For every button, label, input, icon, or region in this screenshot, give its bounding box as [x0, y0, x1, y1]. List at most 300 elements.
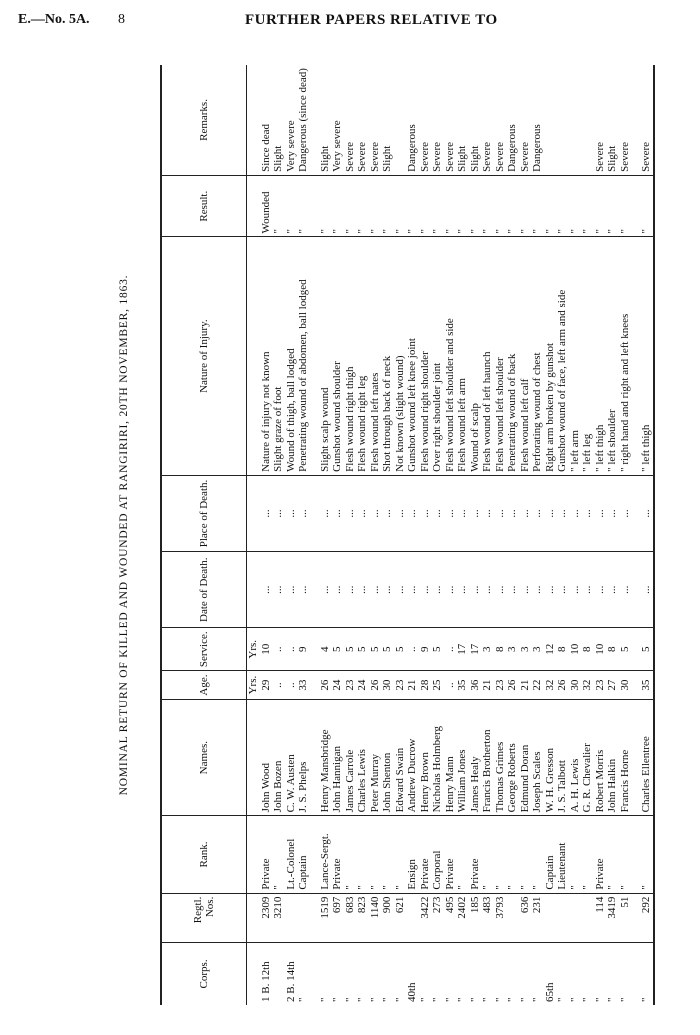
- age-cell: ..: [444, 671, 457, 700]
- col-corps: Corps.: [161, 942, 247, 1005]
- injury-cell: Flesh wound right thigh: [344, 237, 357, 475]
- date-of-death-cell: ...: [456, 552, 469, 628]
- injury-cell: Not known (slight wound): [394, 237, 407, 475]
- service-cell: 8: [556, 628, 569, 671]
- injury-cell: Nature of injury not known: [260, 237, 273, 475]
- remarks-cell: Severe: [419, 65, 432, 175]
- table-row: [406, 65, 419, 1005]
- remarks-cell: Since dead: [260, 65, 273, 175]
- table-title: NOMINAL RETURN OF KILLED AND WOUNDED AT RANGIRIRI, 20TH NOVEMBER, 1863.: [118, 274, 130, 796]
- table-body: [247, 65, 654, 1005]
- table-row: [606, 65, 619, 1005]
- col-nature-of-injury: Nature of Injury.: [161, 237, 247, 475]
- rank-cell: Private: [331, 816, 344, 893]
- age-cell: 32: [581, 671, 594, 700]
- name-cell: Robert Morris: [594, 700, 607, 816]
- corps-cell: ": [593, 997, 606, 1002]
- result-cell: ": [494, 175, 507, 237]
- table-row: [506, 65, 519, 1005]
- service-cell: 8: [581, 628, 594, 671]
- rank-cell: Lieutenant: [556, 816, 569, 893]
- injury-cell: Flesh wound of left haunch: [481, 237, 494, 475]
- table-row: [569, 65, 582, 1005]
- corps-cell: ": [331, 997, 343, 1002]
- place-of-death-cell: ...: [519, 475, 532, 551]
- regtl-no-cell: 2402: [456, 893, 469, 942]
- col-service: Service.: [161, 628, 247, 671]
- corps-cell: ": [568, 997, 581, 1002]
- remarks-cell: Slight: [456, 65, 469, 175]
- service-cell: 9: [419, 628, 432, 671]
- corps-cell: ": [581, 997, 593, 1002]
- date-of-death-cell: ...: [260, 552, 273, 628]
- age-cell: 29: [260, 671, 273, 700]
- remarks-cell: Slight: [606, 65, 619, 175]
- name-cell: Henry Mansbridge: [319, 700, 332, 816]
- place-of-death-cell: ...: [369, 475, 382, 551]
- rotated-table-block: [108, 65, 688, 1005]
- injury-cell: Penetrating wound of abdomen, ball lodged: [297, 237, 310, 475]
- rank-cell: Private: [419, 816, 432, 893]
- remarks-cell: Slight: [272, 65, 285, 175]
- rank-cell: ": [481, 816, 494, 893]
- age-cell: 23: [394, 671, 407, 700]
- units-row: [247, 65, 260, 1005]
- regtl-no-cell: [569, 893, 582, 942]
- regtl-no-cell: [506, 893, 519, 942]
- injury-cell: " right hand and right and left knees: [619, 237, 632, 475]
- regtl-no-cell: 483: [481, 893, 494, 942]
- name-cell: J. S. Phelps: [297, 700, 310, 816]
- name-cell: Charles Lewis: [356, 700, 369, 816]
- place-of-death-cell: ...: [444, 475, 457, 551]
- corps-cell: ": [493, 997, 506, 1002]
- remarks-cell: Slight: [319, 65, 332, 175]
- corps-cell: ": [297, 997, 309, 1002]
- regtl-no-cell: 621: [394, 893, 407, 942]
- injury-cell: Wound of scalp: [469, 237, 482, 475]
- name-cell: C. W. Austen: [285, 700, 298, 816]
- service-cell: 12: [544, 628, 557, 671]
- date-of-death-cell: ...: [594, 552, 607, 628]
- age-cell: 35: [456, 671, 469, 700]
- rank-cell: ": [381, 816, 394, 893]
- service-cell: 3: [506, 628, 519, 671]
- name-cell: John Bozen: [272, 700, 285, 816]
- result-cell: ": [356, 175, 369, 237]
- name-cell: Nicholas Holmberg: [431, 700, 444, 816]
- rank-cell: Lance-Sergt.: [319, 816, 332, 893]
- rank-cell: ": [456, 816, 469, 893]
- place-of-death-cell: ...: [469, 475, 482, 551]
- remarks-cell: Severe: [640, 65, 654, 175]
- service-cell: 5: [331, 628, 344, 671]
- service-cell: 5: [369, 628, 382, 671]
- rank-cell: ": [506, 816, 519, 893]
- col-date-of-death: Date of Death.: [161, 552, 247, 628]
- regtl-no-cell: 231: [531, 893, 544, 942]
- corps-cell: ": [481, 997, 493, 1002]
- service-cell: 3: [519, 628, 532, 671]
- table-row: [319, 65, 332, 1005]
- regtl-no-cell: 3793: [494, 893, 507, 942]
- spacer-cell: [631, 671, 640, 700]
- corps-cell: ": [531, 997, 543, 1002]
- regtl-no-cell: 114: [594, 893, 607, 942]
- regtl-no-cell: 1519: [319, 893, 332, 942]
- service-cell: 17: [469, 628, 482, 671]
- injury-cell: Flesh wound left calf: [519, 237, 532, 475]
- regtl-no-cell: [544, 893, 557, 942]
- remarks-cell: Severe: [594, 65, 607, 175]
- date-of-death-cell: ...: [481, 552, 494, 628]
- date-of-death-cell: ...: [406, 552, 419, 628]
- age-cell: 27: [606, 671, 619, 700]
- place-of-death-cell: ...: [606, 475, 619, 551]
- remarks-cell: Dangerous (since dead): [297, 65, 310, 175]
- place-of-death-cell: ...: [431, 475, 444, 551]
- injury-cell: Perforating wound of chest: [531, 237, 544, 475]
- date-of-death-cell: ...: [297, 552, 310, 628]
- date-of-death-cell: ...: [381, 552, 394, 628]
- rank-cell: Private: [469, 816, 482, 893]
- corps-cell: ": [606, 997, 618, 1002]
- remarks-cell: [394, 65, 407, 175]
- table-row: [640, 65, 654, 1005]
- rank-cell: ": [369, 816, 382, 893]
- age-cell: 21: [481, 671, 494, 700]
- table-row: [394, 65, 407, 1005]
- table-row: [456, 65, 469, 1005]
- service-cell: 8: [606, 628, 619, 671]
- name-cell: Henry Brown: [419, 700, 432, 816]
- corps-cell: [272, 942, 285, 1005]
- date-of-death-cell: ...: [519, 552, 532, 628]
- rank-cell: ": [531, 816, 544, 893]
- service-cell: 10: [260, 628, 273, 671]
- rank-cell: ": [394, 816, 407, 893]
- service-cell: 9: [297, 628, 310, 671]
- table-row: [469, 65, 482, 1005]
- result-cell: ": [506, 175, 519, 237]
- result-cell: ": [344, 175, 357, 237]
- service-cell: 5: [619, 628, 632, 671]
- table-row: [481, 65, 494, 1005]
- age-cell: 28: [419, 671, 432, 700]
- rank-cell: ": [640, 816, 654, 893]
- age-cell: 26: [556, 671, 569, 700]
- result-cell: ": [297, 175, 310, 237]
- col-names: Names.: [161, 700, 247, 816]
- name-cell: John Shenton: [381, 700, 394, 816]
- date-of-death-cell: ...: [331, 552, 344, 628]
- service-cell: 17: [456, 628, 469, 671]
- table-row: [260, 65, 273, 1005]
- corps-cell: ": [431, 997, 443, 1002]
- remarks-cell: Severe: [431, 65, 444, 175]
- name-cell: George Roberts: [506, 700, 519, 816]
- regtl-no-cell: [581, 893, 594, 942]
- service-cell: ..: [272, 628, 285, 671]
- table-row: [494, 65, 507, 1005]
- injury-cell: Flesh wound left nates: [369, 237, 382, 475]
- service-unit: Yrs.: [247, 628, 260, 671]
- row-spacer: [310, 65, 319, 1005]
- place-of-death-cell: ...: [297, 475, 310, 551]
- regtl-no-cell: [556, 893, 569, 942]
- spacer-cell: [310, 942, 319, 1005]
- date-of-death-cell: ...: [285, 552, 298, 628]
- regtl-no-cell: 185: [469, 893, 482, 942]
- rank-cell: Private: [444, 816, 457, 893]
- rank-cell: ": [344, 816, 357, 893]
- rank-cell: ": [494, 816, 507, 893]
- injury-cell: " left thigh: [640, 237, 654, 475]
- age-cell: 30: [619, 671, 632, 700]
- age-cell: 26: [506, 671, 519, 700]
- rank-cell: Ensign: [406, 816, 419, 893]
- table-row: [581, 65, 594, 1005]
- age-unit: Yrs.: [247, 671, 260, 700]
- result-cell: ": [556, 175, 569, 237]
- remarks-cell: Slight: [381, 65, 394, 175]
- place-of-death-cell: ...: [406, 475, 419, 551]
- result-cell: ": [544, 175, 557, 237]
- spacer-cell: [631, 175, 640, 237]
- service-cell: 5: [394, 628, 407, 671]
- service-cell: ..: [285, 628, 298, 671]
- result-cell: ": [369, 175, 382, 237]
- age-cell: 33: [297, 671, 310, 700]
- age-cell: ..: [285, 671, 298, 700]
- regtl-no-cell: 900: [381, 893, 394, 942]
- corps-cell: ": [556, 997, 568, 1002]
- table-row: [619, 65, 632, 1005]
- injury-cell: " left leg: [581, 237, 594, 475]
- remarks-cell: Very severe: [285, 65, 298, 175]
- age-cell: 23: [594, 671, 607, 700]
- corps-cell: ": [343, 997, 356, 1002]
- corps-cell: ": [456, 997, 468, 1002]
- service-cell: 5: [356, 628, 369, 671]
- service-cell: 5: [431, 628, 444, 671]
- result-cell: ": [331, 175, 344, 237]
- corps-cell: 2 B. 14th: [284, 961, 297, 1002]
- age-cell: 23: [344, 671, 357, 700]
- result-cell: ": [606, 175, 619, 237]
- place-of-death-cell: ...: [569, 475, 582, 551]
- date-of-death-cell: ...: [431, 552, 444, 628]
- result-cell: ": [481, 175, 494, 237]
- table-row: [544, 65, 557, 1005]
- date-of-death-cell: ...: [640, 552, 654, 628]
- rank-cell: ": [272, 816, 285, 893]
- name-cell: William Jones: [456, 700, 469, 816]
- name-cell: A. H. Lewis: [569, 700, 582, 816]
- regtl-no-cell: 51: [619, 893, 632, 942]
- table-row: [381, 65, 394, 1005]
- regtl-no-cell: 683: [344, 893, 357, 942]
- result-cell: ": [285, 175, 298, 237]
- spacer-cell: [310, 237, 319, 475]
- name-cell: Francis Brotherton: [481, 700, 494, 816]
- result-cell: ": [581, 175, 594, 237]
- remarks-cell: Dangerous: [531, 65, 544, 175]
- name-cell: Joseph Scales: [531, 700, 544, 816]
- age-cell: 32: [544, 671, 557, 700]
- spacer-cell: [631, 237, 640, 475]
- service-cell: ..: [444, 628, 457, 671]
- col-regtl-nos: Regtl. Nos.: [161, 893, 247, 942]
- place-of-death-cell: ...: [331, 475, 344, 551]
- result-cell: ": [406, 175, 419, 237]
- spacer-cell: [631, 942, 640, 1005]
- remarks-cell: Slight: [469, 65, 482, 175]
- table-row: [297, 65, 310, 1005]
- name-cell: Francis Horne: [619, 700, 632, 816]
- result-cell: ": [419, 175, 432, 237]
- corps-cell: ": [468, 997, 481, 1002]
- rank-cell: Captain: [544, 816, 557, 893]
- date-of-death-cell: ...: [556, 552, 569, 628]
- rank-cell: ": [619, 816, 632, 893]
- table-row: [531, 65, 544, 1005]
- date-of-death-cell: ...: [606, 552, 619, 628]
- spacer-cell: [631, 893, 640, 942]
- name-cell: J. S. Talbott: [556, 700, 569, 816]
- regtl-no-cell: 2309: [260, 893, 273, 942]
- remarks-cell: Dangerous: [506, 65, 519, 175]
- col-remarks: Remarks.: [161, 65, 247, 175]
- service-cell: 5: [344, 628, 357, 671]
- result-cell: ": [394, 175, 407, 237]
- place-of-death-cell: ...: [494, 475, 507, 551]
- remarks-cell: [581, 65, 594, 175]
- place-of-death-cell: ...: [381, 475, 394, 551]
- age-cell: 36: [469, 671, 482, 700]
- place-of-death-cell: ...: [394, 475, 407, 551]
- table-row: [519, 65, 532, 1005]
- place-of-death-cell: ...: [344, 475, 357, 551]
- place-of-death-cell: ...: [594, 475, 607, 551]
- date-of-death-cell: ...: [394, 552, 407, 628]
- result-cell: ": [594, 175, 607, 237]
- place-of-death-cell: ...: [581, 475, 594, 551]
- date-of-death-cell: ...: [544, 552, 557, 628]
- spacer-cell: [310, 552, 319, 628]
- date-of-death-cell: ...: [344, 552, 357, 628]
- regtl-no-cell: 3422: [419, 893, 432, 942]
- spacer-cell: [631, 65, 640, 175]
- place-of-death-cell: ...: [619, 475, 632, 551]
- injury-cell: Penetrating wound of back: [506, 237, 519, 475]
- spacer-cell: [631, 628, 640, 671]
- age-cell: 30: [381, 671, 394, 700]
- spacer-cell: [310, 475, 319, 551]
- table-row: [594, 65, 607, 1005]
- injury-cell: Flesh wound left shoulder: [494, 237, 507, 475]
- spacer-cell: [631, 700, 640, 816]
- regtl-no-cell: 697: [331, 893, 344, 942]
- corps-cell: 1 B. 12th: [259, 961, 272, 1002]
- age-cell: 30: [569, 671, 582, 700]
- spacer-cell: [310, 671, 319, 700]
- table-row: [285, 65, 298, 1005]
- spacer-cell: [310, 65, 319, 175]
- age-cell: 22: [531, 671, 544, 700]
- remarks-cell: [569, 65, 582, 175]
- table-row: [556, 65, 569, 1005]
- place-of-death-cell: ...: [456, 475, 469, 551]
- age-cell: 23: [494, 671, 507, 700]
- spacer-cell: [631, 475, 640, 551]
- date-of-death-cell: ...: [531, 552, 544, 628]
- corps-cell: ": [381, 997, 393, 1002]
- injury-cell: Over right shoulder joint: [431, 237, 444, 475]
- age-cell: 26: [319, 671, 332, 700]
- date-of-death-cell: ...: [581, 552, 594, 628]
- place-of-death-cell: ...: [319, 475, 332, 551]
- col-age: Age.: [161, 671, 247, 700]
- place-of-death-cell: ...: [285, 475, 298, 551]
- age-cell: 25: [431, 671, 444, 700]
- regtl-no-cell: 823: [356, 893, 369, 942]
- table-row: [344, 65, 357, 1005]
- date-of-death-cell: ...: [444, 552, 457, 628]
- name-cell: James Carrole: [344, 700, 357, 816]
- age-cell: 35: [640, 671, 654, 700]
- date-of-death-cell: ...: [369, 552, 382, 628]
- rank-cell: Private: [594, 816, 607, 893]
- regtl-no-cell: 636: [519, 893, 532, 942]
- table-row: [431, 65, 444, 1005]
- corps-cell: ": [356, 997, 368, 1002]
- service-cell: 8: [494, 628, 507, 671]
- corps-cell: ": [443, 997, 456, 1002]
- injury-cell: Shot through back of neck: [381, 237, 394, 475]
- injury-cell: Gunshot wound of face, left arm and side: [556, 237, 569, 475]
- result-cell: ": [444, 175, 457, 237]
- corps-cell: ": [393, 997, 406, 1002]
- name-cell: Andrew Ducrow: [406, 700, 419, 816]
- date-of-death-cell: ...: [506, 552, 519, 628]
- service-cell: 3: [531, 628, 544, 671]
- corps-cell: 40th: [406, 982, 418, 1002]
- spacer-cell: [631, 552, 640, 628]
- place-of-death-cell: ...: [640, 475, 654, 551]
- injury-cell: " left arm: [569, 237, 582, 475]
- remarks-cell: Dangerous: [406, 65, 419, 175]
- name-cell: G. R. Chevalier: [581, 700, 594, 816]
- corps-cell: ": [518, 997, 531, 1002]
- injury-cell: Flesh wound left arm: [456, 237, 469, 475]
- result-cell: ": [519, 175, 532, 237]
- table-row: [444, 65, 457, 1005]
- service-cell: ..: [406, 628, 419, 671]
- injury-cell: Gunshot wound left knee joint: [406, 237, 419, 475]
- name-cell: Peter Murray: [369, 700, 382, 816]
- age-cell: 21: [519, 671, 532, 700]
- result-cell: ": [531, 175, 544, 237]
- date-of-death-cell: ...: [419, 552, 432, 628]
- place-of-death-cell: ...: [272, 475, 285, 551]
- injury-cell: Gunshot wound shoulder: [331, 237, 344, 475]
- result-cell: Wounded: [260, 175, 273, 237]
- place-of-death-cell: ...: [544, 475, 557, 551]
- name-cell: Edmund Doran: [519, 700, 532, 816]
- table-header-row: [161, 65, 247, 1005]
- injury-cell: Flesh wound left shoulder and side: [444, 237, 457, 475]
